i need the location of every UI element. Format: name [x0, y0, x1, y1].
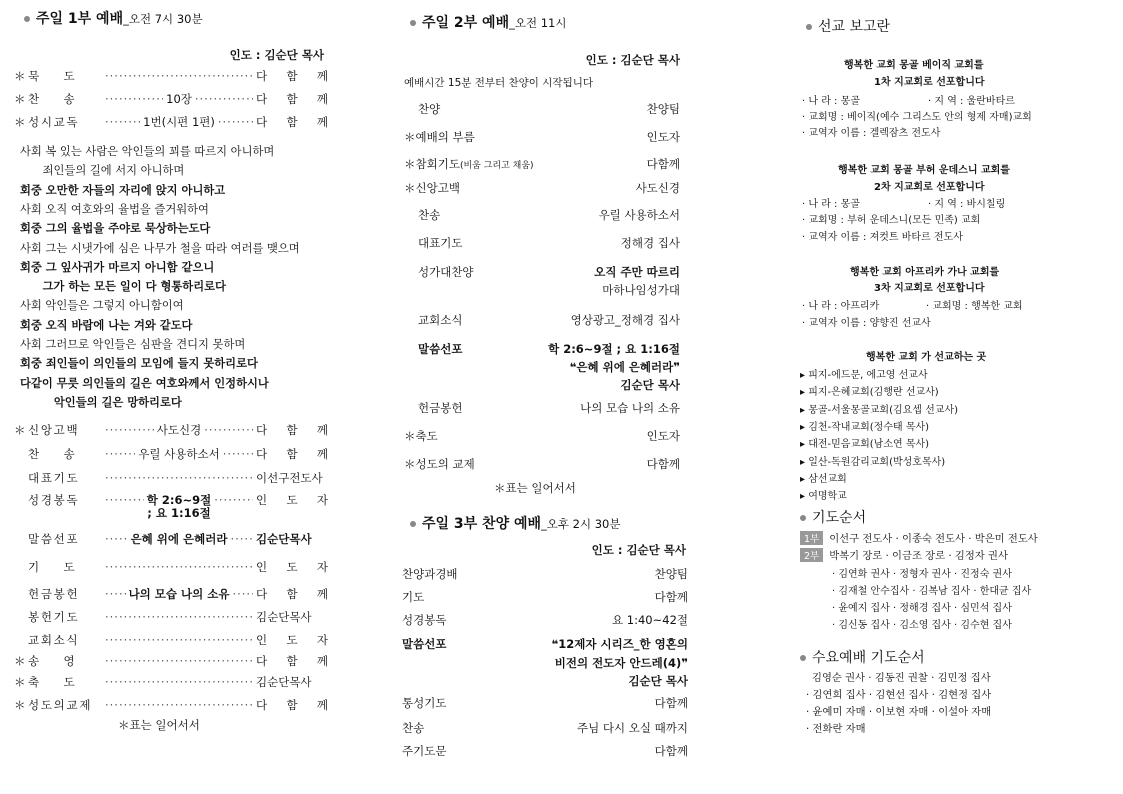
s2-value	[636, 180, 688, 196]
reading-line: 그가 하는 모든 일이 다 형통하리로다	[20, 280, 226, 294]
s2-label	[398, 156, 534, 172]
s2-value-line: 김순단 목사	[620, 378, 680, 392]
s2-label	[398, 428, 438, 444]
s2-row	[398, 312, 688, 328]
service-2-title-text: 주일 2부 예배	[422, 15, 510, 31]
prayer-5: · 윤예지 집사 · 정해경 집사 · 심민석 집사	[832, 603, 1012, 614]
s3-value-line: 다함께	[654, 590, 688, 604]
wednesday-prayer-1: 김영순 권사 · 김동진 권찰 · 김민정 집사	[812, 672, 991, 684]
mission-1-heading: 행복한 교회 몽골 베이직 교회를	[844, 60, 984, 71]
mission-1-church: · 교회명 : 베이직(예수 그리스도 안의 형제 자매)교회	[802, 112, 1032, 123]
s1b-label: 축 도	[28, 675, 85, 689]
service-3-leader: 인도 : 김순단 목사	[591, 543, 686, 557]
s3-row	[398, 566, 688, 582]
s3-label: 성경봉독	[402, 613, 447, 627]
s3-value	[552, 636, 689, 689]
s3-row	[398, 720, 688, 736]
s2-value	[647, 101, 688, 117]
s1-content: 1번(시편 1편)	[143, 115, 215, 129]
s1b-row	[14, 609, 328, 625]
s2-row	[398, 400, 688, 416]
reading-line: 회중 그 잎사귀가 마르지 아니함 같으니	[20, 260, 215, 274]
s2-label-text: 참회기도	[415, 157, 460, 171]
s3-row	[398, 589, 688, 605]
s3-value-line: ❝12제자 시리즈_한 영혼의	[551, 637, 688, 651]
reading-line: 죄인들의 길에 서지 아니하며	[20, 164, 185, 178]
s2-value	[571, 312, 688, 328]
s3-row	[398, 612, 688, 628]
reading-line: 회중 오직 바람에 나는 겨와 같도다	[20, 318, 193, 332]
leader-dots	[232, 587, 253, 601]
standing-mark: ＊	[404, 457, 416, 471]
leader-dots	[105, 423, 154, 437]
s3-value-line: 요 1:40~42절	[612, 613, 688, 627]
mission-1-heading-2: 1차 지교회로 선포합니다	[874, 77, 985, 88]
s1b-row	[14, 586, 328, 602]
standing-mark: ＊	[14, 698, 26, 712]
s2-label	[398, 101, 440, 117]
leader-dots	[105, 698, 253, 712]
mission-2-church: · 교회명 : 부허 운데스니(모든 민족) 교회	[802, 215, 981, 226]
s1b-row	[14, 674, 328, 690]
leader-dots	[195, 92, 253, 106]
service-1-time: _오전 7시 30분	[123, 12, 203, 26]
s2-label	[398, 207, 440, 223]
leader-dots	[105, 471, 253, 485]
s1b-label: 말씀선포	[28, 532, 80, 546]
reading-line: 다같이 무릇 의인들의 길은 여호와께서 인정하시나	[20, 376, 269, 390]
s1-label: 묵 도	[28, 69, 85, 83]
bullet-icon	[806, 24, 812, 30]
service-1-title-text: 주일 1부 예배	[36, 11, 124, 27]
mission-3-heading: 행복한 교회 아프리카 가나 교회를	[850, 267, 1000, 278]
service-2-title	[410, 12, 566, 32]
s2-value-line: 영상광고_정해경 집사	[570, 313, 680, 327]
mission-1-minister: · 교역자 이름 : 겔렉잠츠 전도사	[802, 128, 941, 139]
s3-row	[398, 636, 688, 689]
s1b-label: 봉헌기도	[28, 610, 80, 624]
s2-value-line: 나의 모습 나의 소유	[580, 401, 680, 415]
s1b-person: 김순단목사	[256, 675, 312, 689]
s3-value-line: 주님 다시 오실 때까지	[577, 721, 688, 735]
s3-value	[655, 589, 688, 605]
reading-line: 사회 그러므로 악인들은 심판을 견디지 못하며	[20, 338, 246, 351]
s2-value	[548, 341, 688, 393]
s1b-label: 성도의교제	[28, 698, 93, 712]
s3-value	[655, 743, 688, 759]
s2-value-line: 다함께	[646, 457, 680, 471]
prayer-4: · 김재철 안수집사 · 김복남 집사 · 한대균 집사	[832, 586, 1032, 597]
leader-dots	[230, 532, 253, 546]
s1b-person: 다 함 께	[256, 654, 328, 668]
s2-label	[398, 456, 475, 472]
standing-mark: ＊	[14, 92, 26, 106]
service-3-title-text: 주일 3부 찬양 예배	[422, 516, 542, 532]
s1b-row	[14, 470, 328, 486]
mission-2-country: · 나 라 : 몽골	[802, 199, 860, 210]
s1b-person: 김순단목사	[256, 610, 312, 624]
supported-mission-item: ▸ 여명학교	[800, 491, 847, 503]
s2-value-line: 찬양팀	[646, 102, 680, 116]
s2-value-line: 마하나임성가대	[602, 283, 680, 297]
supported-missions-heading: 행복한 교회 가 선교하는 곳	[866, 352, 987, 363]
leader-dots	[105, 447, 135, 461]
s1b-content-line: 학 2:6~9절	[146, 493, 212, 507]
s2-value-line: 우릴 사용하소서	[598, 208, 680, 222]
standing-mark: ＊	[14, 654, 26, 668]
s2-value	[594, 264, 688, 298]
bullet-icon	[410, 20, 416, 26]
supported-mission-item: ▸ 피지-은혜교회(김행란 선교사)	[800, 387, 939, 399]
s1-row	[14, 91, 328, 107]
s1b-person: 인 도 자	[256, 560, 328, 574]
s1b-label: 송 영	[28, 654, 85, 668]
s1-person: 다 함 께	[256, 69, 328, 83]
s2-label	[398, 129, 475, 145]
s3-label: 찬양과경배	[402, 567, 458, 581]
s2-value-line: 다함께	[646, 157, 680, 171]
leader-dots	[105, 493, 144, 507]
s2-label-text: 말씀선포	[418, 342, 463, 356]
s2-value-line: 학 2:6~9절 ; 요 1:16절	[548, 342, 680, 356]
s1-label: 찬 송	[28, 92, 85, 106]
s3-value-line: 다함께	[654, 696, 688, 710]
s2-row	[398, 129, 688, 145]
standing-mark: ＊	[404, 429, 416, 443]
s2-label-text: 교회소식	[418, 313, 463, 327]
s2-value	[647, 456, 688, 472]
reading-line: 회중 오만한 자들의 자리에 앉지 아니하고	[20, 183, 226, 197]
s1b-label: 신앙고백	[28, 423, 80, 437]
s1b-row	[14, 531, 328, 547]
s1b-label: 교회소식	[28, 633, 80, 647]
mission-3-heading-2: 3차 지교회로 선포합니다	[874, 283, 985, 294]
s1b-label: 성경봉독	[28, 493, 80, 507]
reading-line: 악인들의 길은 망하리로다	[20, 395, 182, 409]
s1b-row	[14, 559, 328, 575]
s1b-row	[14, 446, 328, 462]
leader-dots	[105, 560, 253, 574]
wednesday-prayer-title-text: 수요예배 기도순서	[812, 650, 925, 666]
s1b-content-line: ; 요 1:16절	[147, 506, 211, 520]
s2-label-text: 찬양	[418, 102, 441, 116]
mission-title	[806, 16, 890, 36]
supported-mission-item: ▸ 대전-믿음교회(남소연 목사)	[800, 439, 930, 451]
service-1-title	[24, 8, 203, 28]
s2-label	[398, 180, 460, 196]
s1b-content	[147, 494, 211, 520]
mission-2-heading-2: 2차 지교회로 선포합니다	[874, 182, 985, 193]
s3-value-line: 찬양팀	[654, 567, 688, 581]
s2-label-text: 대표기도	[418, 236, 463, 250]
reading-line: 회중 죄인들이 의인들의 모임에 들지 못하리로다	[20, 357, 258, 371]
supported-mission-item: ▸ 삼선교회	[800, 473, 847, 485]
s2-label	[398, 264, 474, 298]
s2-value-line: 사도신경	[635, 181, 680, 195]
s1b-person: 이선구전도사	[256, 471, 323, 485]
leader-dots	[204, 423, 253, 437]
s2-label-text: 신앙고백	[415, 181, 460, 195]
s2-value	[599, 207, 688, 223]
standing-mark: ＊	[404, 181, 416, 195]
mission-3-church: · 교회명 : 행복한 교회	[926, 301, 1023, 312]
s1b-label: 헌금봉헌	[28, 587, 80, 601]
prayer-tag-2: 2부	[800, 548, 823, 562]
reading-line: 사회 복 있는 사람은 악인들의 꾀를 따르지 아니하며	[20, 145, 275, 158]
service-2-time: _오전 11시	[509, 16, 567, 30]
supported-mission-item: ▸ 몽골-서울몽골교회(김요셉 선교사)	[800, 404, 959, 416]
s1b-person: 김순단목사	[256, 532, 312, 546]
leader-dots	[105, 92, 163, 106]
mission-1-region: · 지 역 : 울란바타르	[928, 96, 1015, 107]
leader-dots	[218, 115, 253, 129]
reading-line: 사회 악인들은 그렇지 아니함이여	[20, 299, 184, 313]
wednesday-prayer-title	[800, 647, 925, 667]
s3-value	[577, 720, 688, 736]
prayer-1-names: 이선구 전도사 · 이종숙 전도사 · 박은미 전도사	[829, 533, 1038, 545]
s3-value	[612, 612, 688, 628]
prayer-6: · 김신동 집사 · 김소영 집사 · 김수현 집사	[832, 620, 1012, 631]
s2-value	[647, 156, 688, 172]
leader-dots	[105, 115, 140, 129]
s3-label: 기도	[402, 590, 425, 604]
bullet-icon	[410, 521, 416, 527]
bullet-icon	[24, 16, 30, 22]
s2-label-text: 성가대찬양	[418, 265, 474, 279]
s1b-content: 우릴 사용하소서	[138, 447, 220, 461]
s3-label: 통성기도	[402, 696, 447, 710]
prayer-2	[800, 547, 1008, 562]
s2-row	[398, 264, 688, 298]
s1b-content: 나의 모습 나의 소유	[128, 587, 230, 601]
standing-mark: ＊	[404, 130, 416, 144]
prayer-order-title-text: 기도순서	[812, 510, 867, 526]
s1b-label: 기 도	[28, 560, 85, 574]
standing-mark: ＊	[14, 423, 26, 437]
leader-dots	[223, 447, 253, 461]
s1-person: 다 함 께	[256, 92, 328, 106]
s2-label	[398, 235, 462, 251]
s1b-label: 찬 송	[28, 447, 85, 461]
prayer-2-names: 박복기 장로 · 이금조 장로 · 김정자 권사	[829, 550, 1008, 562]
s2-row	[398, 156, 688, 172]
s1-label: 성시교독	[28, 115, 80, 129]
wednesday-prayer-2: · 김연희 집사 · 김현선 집사 · 김현정 집사	[806, 689, 992, 701]
s2-label-text: 성도의 교제	[415, 457, 475, 471]
supported-mission-item: ▸ 일산-독원감리교회(박성호목사)	[800, 456, 946, 468]
s2-row	[398, 235, 688, 251]
service-1-footnote: ＊표는 일어서서	[118, 718, 200, 732]
s1-row	[14, 68, 328, 84]
s2-value	[647, 129, 688, 145]
prayer-order-title	[800, 507, 866, 527]
s1b-person: 인 도 자	[256, 493, 328, 507]
s3-value-line: 비전의 전도자 안드레(4)❞	[554, 656, 688, 670]
s1-content: 10장	[166, 92, 192, 106]
s2-label-text: 예배의 부름	[415, 130, 475, 144]
s2-row	[398, 101, 688, 117]
s1b-content: 사도신경	[156, 423, 202, 437]
s3-row	[398, 743, 688, 759]
mission-1-country: · 나 라 : 몽골	[802, 96, 860, 107]
s1b-row	[14, 697, 328, 713]
s2-label-text: 찬송	[418, 208, 441, 222]
s2-label-note: (비움 그리고 채움)	[459, 161, 534, 171]
s2-value-line: ❝은혜 위에 은혜러라❞	[569, 360, 680, 374]
s2-value-line: 인도자	[646, 130, 680, 144]
leader-dots	[105, 675, 253, 689]
s3-value-line: 김순단 목사	[628, 674, 688, 688]
s1b-label: 대표기도	[28, 471, 80, 485]
mission-title-text: 선교 보고란	[818, 19, 891, 35]
leader-dots	[105, 654, 253, 668]
s1b-person: 다 함 께	[256, 587, 329, 601]
s2-row	[398, 456, 688, 472]
s2-row	[398, 180, 688, 196]
s2-value-line: 오직 주만 따르리	[594, 265, 680, 279]
s1-row	[14, 114, 328, 130]
mission-2-heading: 행복한 교회 몽골 부허 운데스니 교회를	[838, 165, 1010, 176]
s2-label	[398, 400, 462, 416]
s1b-person: 다 함 께	[256, 698, 328, 712]
s1b-row	[14, 653, 328, 669]
s2-label	[398, 341, 462, 393]
s2-value	[580, 400, 688, 416]
s3-value	[655, 566, 688, 582]
s1b-row	[14, 422, 328, 438]
service-2-leader: 인도 : 김순단 목사	[585, 53, 680, 67]
prayer-1	[800, 530, 1038, 545]
reading-line: 사회 그는 시냇가에 심은 나무가 철을 따라 여러를 맺으며	[20, 241, 300, 255]
s2-label-text: 축도	[415, 429, 438, 443]
prayer-tag-1: 1부	[800, 531, 823, 545]
s2-value-line: 인도자	[646, 429, 680, 443]
s2-label-text: 헌금봉헌	[418, 401, 463, 415]
leader-dots	[105, 69, 253, 83]
supported-mission-item: ▸ 피지-에드문, 에고영 선교사	[800, 370, 928, 381]
s3-value	[655, 695, 688, 711]
s1b-person: 다 함 께	[256, 423, 328, 437]
s1b-row	[14, 632, 328, 648]
s1b-person: 인 도 자	[256, 633, 328, 647]
bullet-icon	[800, 655, 806, 661]
standing-mark: ＊	[14, 675, 26, 689]
s1b-row	[14, 492, 328, 520]
s3-label: 주기도문	[402, 744, 447, 758]
leader-dots	[105, 532, 128, 546]
reading-line: 회중 그의 율법을 주야로 묵상하는도다	[20, 222, 211, 236]
s2-value-line: 정해경 집사	[620, 236, 680, 250]
s1b-content: 은혜 위에 은혜러라	[130, 532, 228, 546]
s2-row	[398, 207, 688, 223]
leader-dots	[105, 610, 253, 624]
s1-person: 다 함 께	[256, 115, 329, 129]
mission-3-country: · 나 라 : 아프리카	[802, 301, 880, 312]
leader-dots	[214, 493, 253, 507]
s1b-person: 다 함 께	[256, 447, 329, 461]
s2-label	[398, 312, 462, 328]
service-2-footnote: ＊표는 일어서서	[494, 481, 576, 495]
service-2-note: 예배시간 15분 전부터 찬양이 시작됩니다	[404, 77, 593, 89]
reading-line: 사회 오직 여호와의 율법을 즐거워하여	[20, 202, 209, 216]
s3-value-line: 다함께	[654, 744, 688, 758]
leader-dots	[105, 587, 126, 601]
bullet-icon	[800, 515, 806, 521]
wednesday-prayer-3: · 윤예미 자매 · 이보현 자매 · 이설아 자매	[806, 706, 992, 718]
standing-mark: ＊	[14, 115, 26, 129]
service-1-leader: 인도 : 김순단 목사	[229, 48, 324, 62]
leader-dots	[105, 633, 253, 647]
standing-mark: ＊	[404, 157, 416, 171]
s2-value	[647, 428, 688, 444]
s2-value	[621, 235, 688, 251]
s2-row	[398, 428, 688, 444]
service-3-title	[410, 513, 620, 533]
s3-row	[398, 695, 688, 711]
s3-label: 찬송	[402, 721, 425, 735]
standing-mark: ＊	[14, 69, 26, 83]
s2-row	[398, 341, 688, 393]
supported-mission-item: ▸ 김천-작내교회(정수태 목사)	[800, 421, 930, 433]
prayer-3: · 김연화 권사 · 정형자 권사 · 진정숙 권사	[832, 569, 1012, 580]
s3-label: 말씀선포	[402, 637, 447, 651]
wednesday-prayer-4: · 전화란 자매	[806, 723, 866, 735]
service-3-time: _오후 2시 30분	[541, 517, 621, 531]
mission-2-region: · 지 역 : 바시칠링	[928, 199, 1006, 210]
mission-2-minister: · 교역자 이름 : 져컷트 바타르 전도사	[802, 232, 963, 243]
mission-3-minister: · 교역자 이름 : 양향진 선교사	[802, 318, 931, 329]
